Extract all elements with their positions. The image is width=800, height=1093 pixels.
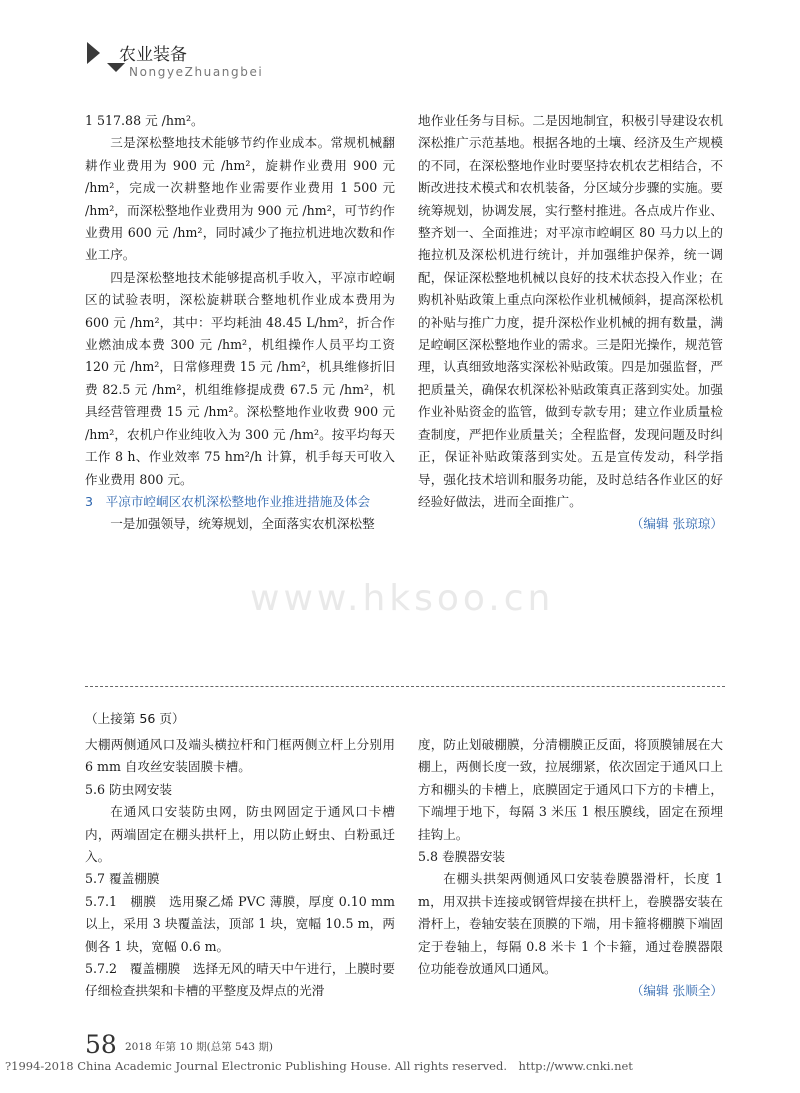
continued-right-column [418, 734, 723, 1003]
watermark: www.hksoo.cn [250, 578, 555, 619]
triangle-marker-icon [87, 42, 100, 64]
paragraph: 5.7.1 棚膜 选用聚乙烯 PVC 薄膜，厚度 0.10 mm 以上，采用 3 块覆盖法，顶部 1 块，宽幅 10.5 m，两侧各 1 块，宽幅 0.6 m。 [85, 893, 395, 954]
journal-header [85, 38, 385, 88]
page-number: 58 [85, 1030, 117, 1059]
paragraph: 度，防止划破棚膜，分清棚膜正反面，将顶膜铺展在大棚上，两侧长度一致，拉展绷紧，依次固定于通风口上方和棚头的卡槽上，底膜固定于通风口下方的卡槽上，下端埋于地下，每隔 3 米压 1 根压膜线，固定在预埋挂钩上。 [418, 737, 723, 842]
continued-note: （上接第 56 页） [85, 711, 185, 726]
issue-info: 2018 年第 10 期(总第 543 期) [125, 1041, 274, 1053]
journal-title: 农业装备 [119, 45, 187, 65]
paragraph: 在棚头拱架两侧通风口安装卷膜器滑杆，长度 1 m，用双拱卡连接或钢管焊接在拱杆上，卷膜器安装在滑杆上，卷轴安装在顶膜的下端，用卡箍将棚膜下端固定于卷轴上，每隔 0.8 米卡 1 个卡箍，通过卷膜器限位功能卷放通风口通风。 [418, 871, 723, 977]
left-column [85, 110, 395, 536]
section-heading: 3 平凉市崆峒区农机深松整地作业推进措施及体会 [85, 493, 371, 509]
paragraph: 在通风口安装防虫网，防虫网固定于通风口卡槽内，两端固定在棚头拱杆上，用以防止蚜虫、白粉虱迁入。 [85, 804, 395, 865]
paragraph: 一是加强领导，统筹规划，全面落实农机深松整 [110, 516, 375, 532]
right-column [418, 110, 723, 536]
section-divider [85, 686, 725, 687]
paragraph: 1 517.88 元 /hm²。 [85, 113, 204, 128]
copyright-line: ?1994-2018 China Academic Journal Electronic Publishing House. All rights reserved. http://www.cnki.net [5, 1059, 633, 1073]
paragraph: 地作业任务与目标。二是因地制宜，积极引导建设农机深松推广示范基地。根据各地的土壤、经济及生产规模的不同，在深松整地作业时要坚持农机农艺相结合，不断改进技术模式和农机装备，分区域分步骤的实施。要统筹规划，协调发展，实行整村推进。各点成片作业、整齐划一、全面推进；对平凉市崆峒区 80 马力以上的拖拉机及深松机进行统计，并加强维护保养，统一调配，保证深松整地机械以良好的技术状态投入作业；在购机补贴政策上重点向深松作业机械倾斜，提高深松机的补贴与推广力度，提升深松作业机械的拥有数量，满足崆峒区深松整地作业的需求。三是阳光操作，规范管理，认真细致地落实深松补贴政策。四是加强监督，严把质量关，确保农机深松补贴政策真正落到实处。加强作业补贴资金的监管，做到专款专用；建立作业质量检查制度，严把作业质量关；全程监督，发现问题及时纠正，保证补贴政策落到实处。五是宣传发动，科学指导，强化技术培训和服务功能，及时总结各作业区的好经验好做法，进而全面推广。 [418, 113, 723, 509]
page-footer [5, 1030, 765, 1090]
subsection-heading: 5.6 防虫网安装 [85, 781, 173, 797]
editor-credit: （编辑 张顺全） [630, 983, 723, 999]
paragraph: 三是深松整地技术能够节约作业成本。常规机械翻耕作业费用为 900 元 /hm²，旋耕作业费用 900 元 /hm²，完成一次耕整地作业需要作业费用 1 500 元 /hm²，而深松整地作业费用为 900 元 /hm²，可节约作业费用 600 元 /hm²，同时减少了拖拉机进地次数和作业工序。 [85, 135, 395, 263]
subsection-heading: 5.8 卷膜器安装 [418, 849, 506, 865]
editor-credit: （编辑 张琼琼） [630, 516, 723, 532]
paragraph: 大棚两侧通风口及端头横拉杆和门框两侧立杆上分别用 6 mm 自攻丝安装固膜卡槽。 [85, 737, 395, 775]
subsection-heading: 5.7 覆盖棚膜 [85, 871, 160, 887]
continued-left-column [85, 734, 395, 1003]
paragraph: 四是深松整地技术能够提高机手收入，平凉市崆峒区的试验表明，深松旋耕联合整地机作业成本费用为 600 元 /hm²，其中：平均耗油 48.45 L/hm²，折合作业燃油成本费 300 元 /hm²，机组操作人员平均工资 120 元 /hm²，日常修理费 15 元 /hm²，机具维修折旧费 82.5 元 /hm²，机组维修提成费 67.5 元 /hm²，机具经营管理费 15 元 /hm²。深松整地作业收费 900 元 /hm²，农机户作业纯收入为 300 元 /hm²。按平均每天工作 8 h、作业效率 75 hm²/h 计算，机手每天可收入作业费用 800 元。 [85, 269, 395, 487]
journal-pinyin: NongyeZhuangbei [129, 65, 264, 79]
paragraph: 5.7.2 覆盖棚膜 选择无风的晴天中午进行，上膜时要仔细检查拱架和卡槽的平整度及焊点的光滑 [85, 961, 395, 999]
